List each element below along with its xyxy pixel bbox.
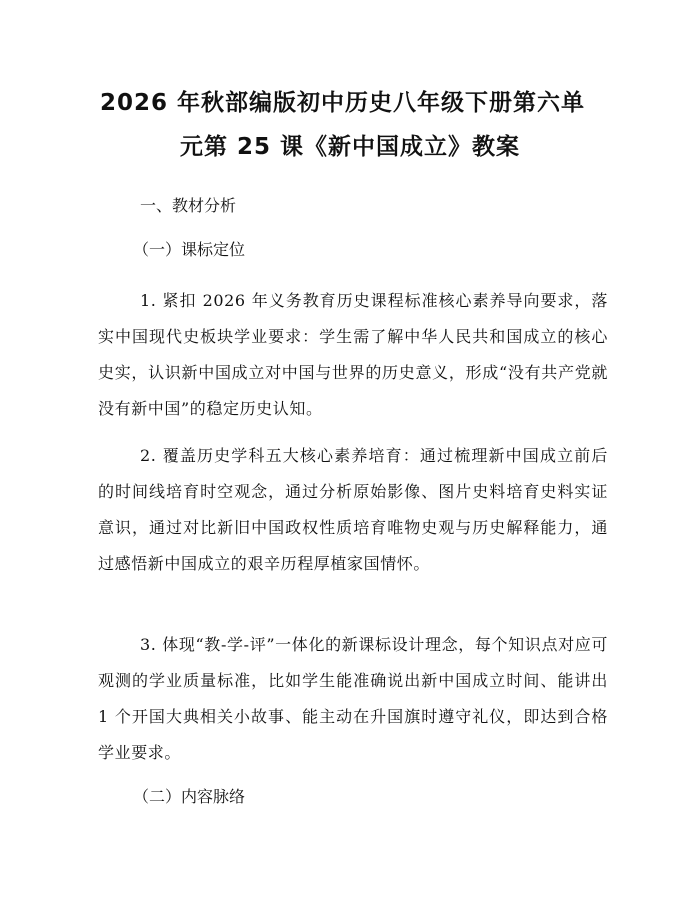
subsection-heading-curriculum-standard: （一）课标定位 [133,240,246,259]
document-title-line-2: 元第 25 课《新中国成立》教案 [180,134,521,160]
paragraph-3: 3. 体现“教-学-评”一体化的新课标设计理念，每个知识点对应可观测的学业质量标准，比如学生能准确说出新中国成立时间、能讲出 1 个开国大典相关小故事、能主动在升国旗时遵守礼仪，即达到合格学业要求。 [98,635,608,762]
subsection-heading-content-context: （二）内容脉络 [133,787,246,806]
paragraph-2: 2. 覆盖历史学科五大核心素养培育：通过梳理新中国成立前后的时间线培育时空观念，通过分析原始影像、图片史料培育史料实证意识，通过对比新旧中国政权性质培育唯物史观与历史解释能力，通过感悟新中国成立的艰辛历程厚植家国情怀。 [98,446,608,573]
paragraph-1: 1. 紧扣 2026 年义务教育历史课程标准核心素养导向要求，落实中国现代史板块学业要求：学生需了解中华人民共和国成立的核心史实，认识新中国成立对中国与世界的历史意义，形成“没有共产党就没有新中国”的稳定历史认知。 [98,291,608,418]
document-title-line-1: 2026 年秋部编版初中历史八年级下册第六单 [100,90,586,116]
section-heading-textbook-analysis: 一、教材分析 [140,196,237,215]
